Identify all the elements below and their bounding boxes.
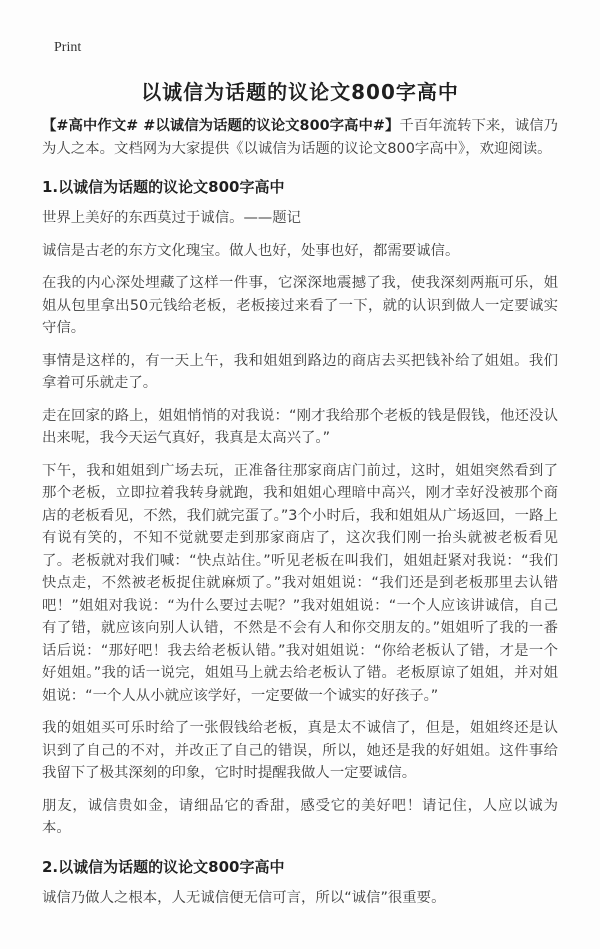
essay-paragraph: 事情是这样的，有一天上午，我和姐姐到路边的商店去买把钱补给了姐姐。我们拿着可乐就走了。: [42, 352, 558, 391]
essay-paragraph: 下午，我和姐姐到广场去玩，正准备往那家商店门前过，这时，姐姐突然看到了那个老板，立即拉着我转身就跑，我和姐姐心理暗中高兴，刚才幸好没被那个商店的老板看见，不然，我们就完蛋了。”3个小时后，我和姐姐从广场返回，一路上有说有笑的，不知不觉就要走到那家商店了，这次我们刚一抬头就被老板看见了。老板就对我们喊：“快点站住。”听见老板在叫我们，姐姐赶紧对我说：“我们快点走，不然被老板捉住就麻烦了。”我对姐姐说：“我们还是到老板那里去认错吧！”姐姐对我说：“为什么要过去呢？”我对姐姐说：“一个人应该讲诚信，自己有了错，就应该向别人认错，不然是不会有人和你交朋友的。”姐姐听了我的一番话后说：“那好吧！我去给老板认错。”我对姐姐说：“你给老板认了错，才是一个好姐姐。”我的话一说完，姐姐马上就去给老板认了错。老板原谅了姐姐，并对姐姐说：“一个人从小就应该学好，一定要做一个诚实的好孩子。”: [42, 462, 558, 704]
essay-paragraph: 世界上美好的东西莫过于诚信。——题记: [42, 210, 302, 226]
essay-paragraph: 诚信乃做人之根本，人无诚信便无信可言，所以“诚信”很重要。: [42, 889, 446, 906]
print-button[interactable]: Print: [54, 40, 82, 55]
essay-paragraph: 诚信是古老的东方文化瑰宝。做人也好，处事也好，都需要诚信。: [42, 242, 460, 259]
intro-hashtags: 【#高中作文# #以诚信为话题的议论文800字高中#】: [42, 118, 400, 134]
essay-paragraph: 朋友，诚信贵如金，请细品它的香甜，感受它的美好吧！请记住，人应以诚为本。: [42, 797, 558, 836]
essay-paragraph: 我的姐姐买可乐时给了一张假钱给老板，真是太不诚信了，但是，姐姐终还是认识到了自己的不对，并改正了自己的错误，所以，她还是我的好姐姐。这件事给我留下了极其深刻的印象，它时时提醒我做人一定要诚信。: [42, 720, 558, 781]
page-title: 以诚信为话题的议论文800字高中: [141, 80, 459, 104]
intro-text: 千百年流转下来，诚信乃为人之本。文档网为大家提供《以诚信为话题的议论文800字高中》，欢迎阅读。: [42, 118, 558, 157]
section-1-heading: 1.以诚信为话题的议论文800字高中: [42, 178, 285, 196]
essay-paragraph: 在我的内心深处埋藏了这样一件事，它深深地震撼了我，使我深刻两瓶可乐，姐姐从包里拿出50元钱给老板，老板接过来看了一下，就的认识到做人一定要诚实守信。: [42, 275, 558, 336]
essay-paragraph: 走在回家的路上，姐姐悄悄的对我说：“刚才我给那个老板的钱是假钱，他还没认出来呢，我今天运气真好，我真是太高兴了。”: [42, 407, 558, 446]
intro-paragraph: [42, 115, 558, 160]
section-2-heading: 2.以诚信为话题的议论文800字高中: [42, 857, 285, 876]
